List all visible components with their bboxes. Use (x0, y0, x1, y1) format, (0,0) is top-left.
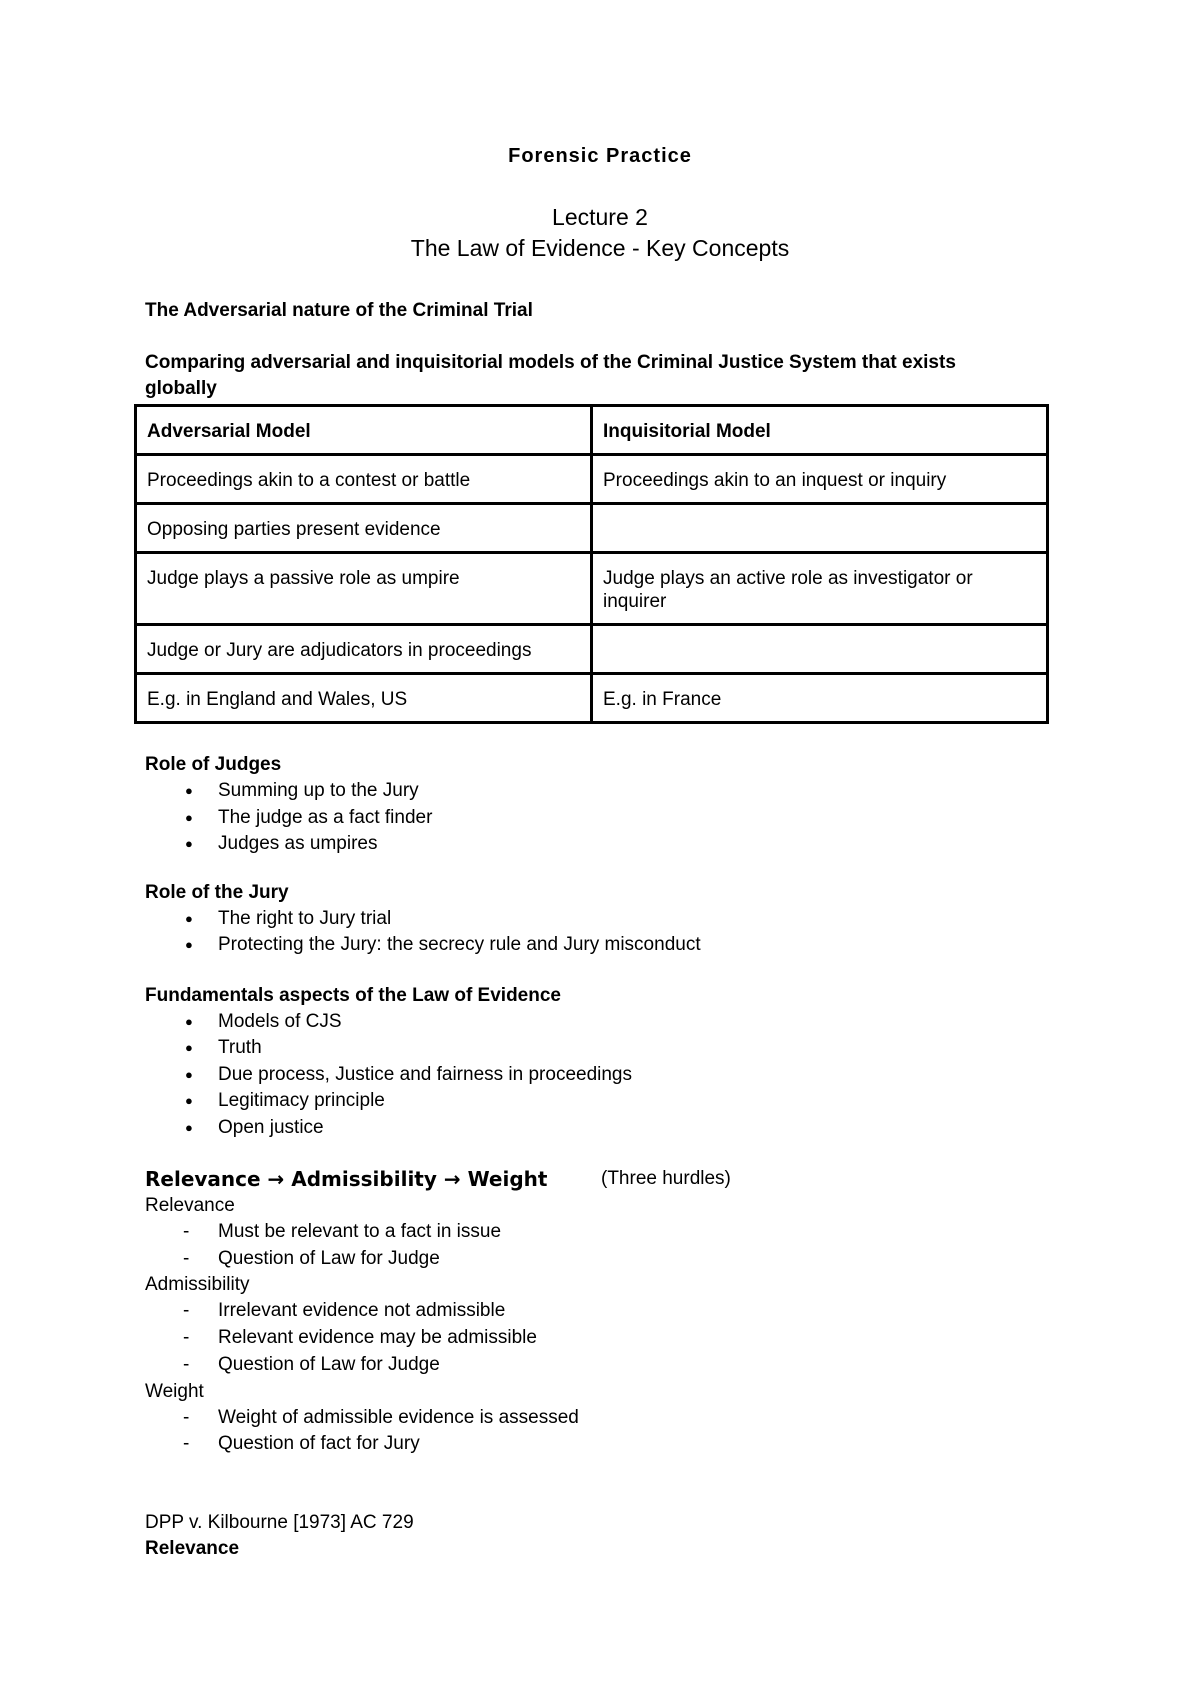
section-heading-jury: Role of the Jury (145, 881, 289, 903)
table-cell: Judge plays an active role as investigator or inquirer (592, 553, 1048, 625)
list-item: - Must be relevant to a fact in issue (145, 1219, 1045, 1246)
section-heading-fundamentals: Fundamentals aspects of the Law of Evidence (145, 984, 561, 1006)
dash-icon: - (183, 1247, 190, 1269)
case-citation: DPP v. Kilbourne [1973] AC 729 (145, 1511, 414, 1533)
list-item: - Question of Law for Judge (145, 1246, 1045, 1273)
bullet-icon: ● (185, 1119, 193, 1135)
bullet-icon: ● (185, 836, 193, 851)
hurdles-heading-line (145, 1165, 1045, 1193)
lecture-number: Lecture 2 (552, 204, 648, 230)
relevance-list (145, 1219, 1045, 1272)
table-row (136, 674, 1048, 723)
list-item: - Weight of admissible evidence is assessed (145, 1405, 1045, 1432)
table-header-inquisitorial: Inquisitorial Model (592, 406, 1048, 455)
table-cell: Judge plays a passive role as umpire (136, 553, 592, 625)
list-item: ● Legitimacy principle (145, 1088, 1045, 1115)
dash-icon: - (183, 1300, 190, 1322)
weight-label: Weight (145, 1380, 204, 1402)
bullet-icon: ● (185, 809, 193, 825)
weight-list (145, 1405, 1045, 1458)
table-row (136, 625, 1048, 674)
table-cell: E.g. in England and Wales, US (136, 674, 592, 723)
jury-list (145, 906, 1045, 959)
dash-icon: - (183, 1327, 190, 1349)
bullet-icon: ● (185, 1066, 193, 1082)
dash-icon: - (183, 1353, 190, 1375)
table-cell (592, 504, 1048, 553)
course-title: Forensic Practice (508, 145, 692, 167)
list-item: ● Protecting the Jury: the secrecy rule and Jury misconduct (145, 932, 1045, 959)
bullet-icon: ● (185, 1040, 193, 1055)
list-item: - Question of fact for Jury (145, 1431, 1045, 1458)
table-cell (592, 625, 1048, 674)
table-cell: Proceedings akin to an inquest or inquiry (592, 455, 1048, 504)
dash-icon: - (183, 1406, 190, 1428)
admissibility-list (145, 1298, 1045, 1378)
document-body (145, 298, 1045, 1562)
fundamentals-list (145, 1009, 1045, 1142)
list-item: ● Open justice (145, 1115, 1045, 1142)
section-heading-judges: Role of Judges (145, 754, 282, 775)
list-item: ● Truth (145, 1035, 1045, 1062)
table-header-adversarial: Adversarial Model (136, 406, 592, 455)
hurdles-note: (Three hurdles) (601, 1168, 731, 1189)
judges-list (145, 778, 1045, 858)
bullet-icon: ● (185, 783, 193, 798)
list-item: - Irrelevant evidence not admissible (145, 1298, 1045, 1325)
hurdles-heading: Relevance → Admissibility → Weight (145, 1167, 548, 1191)
table-caption: Comparing adversarial and inquisitorial models of the Criminal Justice System that exists globally (145, 352, 956, 399)
relevance-label: Relevance (145, 1195, 235, 1216)
section-heading-adversarial: The Adversarial nature of the Criminal Trial (145, 300, 533, 321)
list-item: ● The right to Jury trial (145, 906, 1045, 933)
list-item: ● Due process, Justice and fairness in proceedings (145, 1062, 1045, 1089)
list-item: - Relevant evidence may be admissible (145, 1325, 1045, 1352)
list-item: ● Models of CJS (145, 1009, 1045, 1036)
admissibility-label: Admissibility (145, 1274, 250, 1296)
dash-icon: - (183, 1221, 190, 1242)
list-item: - Question of Law for Judge (145, 1352, 1045, 1379)
table-cell: E.g. in France (592, 674, 1048, 723)
bullet-icon: ● (185, 1013, 193, 1029)
table-row (136, 553, 1048, 625)
bullet-icon: ● (185, 910, 193, 926)
table-cell: Proceedings akin to a contest or battle (136, 455, 592, 504)
list-item: ● The judge as a fact finder (145, 805, 1045, 832)
bullet-icon: ● (185, 1093, 193, 1108)
table-cell: Opposing parties present evidence (136, 504, 592, 553)
table-header-row (136, 406, 1048, 455)
dash-icon: - (183, 1433, 190, 1455)
table-row (136, 455, 1048, 504)
case-heading: Relevance (145, 1537, 240, 1559)
list-item: ● Summing up to the Jury (145, 778, 1045, 805)
lecture-title: The Law of Evidence - Key Concepts (410, 235, 790, 261)
list-item: ● Judges as umpires (145, 831, 1045, 858)
table-cell: Judge or Jury are adjudicators in proceedings (136, 625, 592, 674)
bullet-icon: ● (185, 937, 193, 952)
table-row (136, 504, 1048, 553)
comparison-table (134, 404, 1049, 724)
